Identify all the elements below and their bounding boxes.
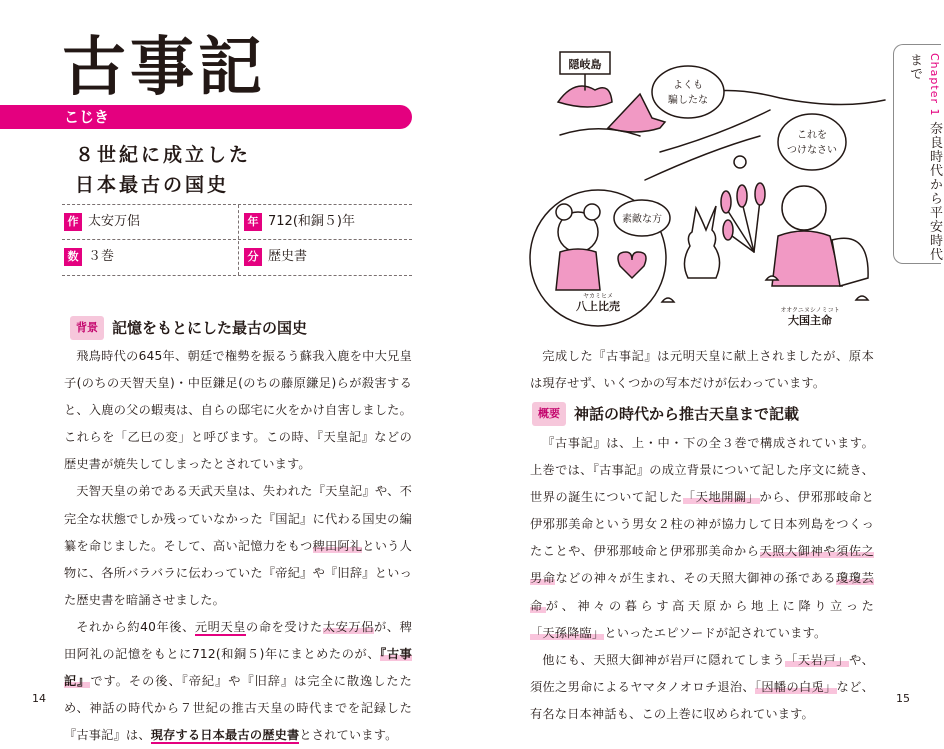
illustration: [520, 40, 890, 332]
reading-bar: [0, 105, 412, 129]
chapter-tab: [893, 44, 941, 264]
section-heading-text: 記憶をもとにした最古の国史: [112, 319, 308, 337]
section-heading-overview: [532, 402, 799, 426]
paragraph: 完成した『古事記』は元明天皇に献上されましたが、原本は現存せず、いくつかの写本だけが伝わっています。: [530, 349, 874, 391]
page-title: 古事記: [62, 31, 266, 105]
rabbit: [684, 206, 719, 278]
fact-value: 太安万侶: [88, 214, 141, 229]
paragraph: 他にも、天照大御神が岩戸に隠れてしまう「天岩戸」や、須佐之男命によるヤマタノオロチ退治、「因幡の白兎」など、有名な日本神話も、この上巻に収められています。: [530, 652, 875, 721]
label-yakami-ruby: ヤカミヒメ: [582, 293, 614, 300]
shell: [662, 298, 674, 302]
page-number-right: 15: [896, 692, 910, 705]
fact-category: [244, 247, 307, 267]
fact-tag: 数: [64, 248, 82, 266]
subtitle-line-1: ８世紀に成立した: [75, 144, 252, 166]
fact-value: 歴史書: [268, 249, 308, 264]
highlight-ninigi: 瓊瓊芸命: [530, 571, 874, 613]
subtitle: [75, 140, 251, 200]
paragraph: 天智天皇の弟である天武天皇は、失われた『天皇記』や、不完全な状態でしか残っていなかった『国記』に代わる国史の編纂を命じました。そして、高い記憶力をもつ稗田阿礼という人物に、各所バラバラに伝わっていた『帝紀』や『旧辞』といった歴史書を暗誦させました。: [64, 484, 412, 607]
fact-volumes: [64, 247, 114, 267]
underline-oldest: 現存する日本最古の歴史書: [150, 728, 300, 743]
okuni-body: [772, 231, 842, 286]
bubble-okuni: [778, 114, 846, 170]
highlight-korin: 「天孫降臨」: [530, 625, 605, 640]
chick: [734, 156, 746, 168]
paragraph: 飛鳥時代の645年、朝廷で権勢を振るう蘇我入鹿を中大兄皇子(のちの天智天皇)・中臣鎌足(のちの藤原鎌足)らが殺害すると、入鹿の父の蝦夷は、自らの邸宅に火をかけ自害しました。これらを「乙巳の変」と呼びます。この時、『天皇記』などの歴史書が焼失してしまったとされています。: [64, 349, 412, 472]
chapter-number: Chapter 1: [928, 53, 941, 117]
okuni-head: [782, 186, 826, 230]
bubble-okuni-text-1: これを: [797, 130, 827, 141]
chapter-title: 奈良時代から平安時代まで: [907, 53, 942, 262]
paragraph: それから約40年後、元明天皇の命を受けた太安万侶が、稗田阿礼の記憶をもとに712(和銅５)年にまとめたのが、『古事記』です。その後、『帝紀』や『旧辞』は完全に散逸したため、神話の時代から７世紀の推古天皇の時代までを記録した『古事記』は、現存する日本最古の歴史書とされています。: [64, 619, 413, 743]
bubble-shark-text-2: 騙したな: [668, 95, 708, 106]
fact-value: 712(和銅５)年: [268, 214, 355, 229]
fact-tag: 年: [244, 213, 262, 231]
cattails: [721, 183, 765, 252]
highlight-hieda: 稗田阿礼: [312, 538, 363, 553]
highlight-tenchi: 「天地開闢」: [682, 490, 760, 505]
bubble-yakami-text: 素敵な方: [622, 214, 662, 225]
highlight-usagi: 「因幡の白兎」: [754, 679, 837, 694]
fact-year: [244, 212, 355, 232]
subtitle-line-2: 日本最古の国史: [75, 174, 230, 196]
section-heading-text: 神話の時代から推古天皇まで記載: [574, 405, 800, 423]
highlight-gods: 天照大御神や須佐之男命: [530, 544, 874, 586]
label-okuni-ruby: オオクニヌシノミコト: [780, 307, 840, 314]
bubble-shark: [652, 66, 724, 118]
right-body-top: [530, 343, 874, 397]
label-okuni: 大国主命: [788, 314, 832, 327]
paragraph: 『古事記』は、上・中・下の全３巻で構成されています。上巻では、『古事記』の成立背景について記した序文に続き、世界の誕生について記した「天地開闢」から、伊邪那岐命と伊邪那美命という男女２柱の神が協力して日本列島をつくったことや、伊邪那岐命と伊邪那美命から天照大御神や須佐之男命などの神々が生まれ、その天照大御神の孫である瓊瓊芸命が、神々の暮らす高天原から地上に降り立った「天孫降臨」といったエピソードが記されています。: [530, 436, 875, 640]
right-body: [530, 430, 874, 728]
fact-author: [64, 212, 140, 232]
fact-tag: 分: [244, 248, 262, 266]
highlight-kojiki: 『古事記』: [64, 647, 413, 689]
yakami-body: [556, 249, 600, 290]
sign-text: 隠岐島: [568, 58, 602, 71]
underline-emperor: 元明天皇: [194, 619, 247, 634]
title-reading: こじき: [64, 108, 110, 126]
section-heading-background: [70, 316, 307, 340]
bubble-shark-text-1: よくも: [673, 80, 703, 91]
label-yakami: 八上比売: [576, 300, 620, 313]
highlight-author: 太安万侶: [322, 619, 375, 634]
highlight-iwato: 「天岩戸」: [785, 652, 850, 667]
section-badge: 背景: [70, 316, 104, 340]
left-body: [64, 343, 412, 749]
facts-table: [62, 204, 412, 276]
bubble-okuni-text-2: つけなさい: [787, 145, 837, 156]
page-number-left: 14: [32, 692, 46, 705]
fact-value: ３巻: [88, 249, 115, 264]
section-badge: 概要: [532, 402, 566, 426]
fact-tag: 作: [64, 213, 82, 231]
